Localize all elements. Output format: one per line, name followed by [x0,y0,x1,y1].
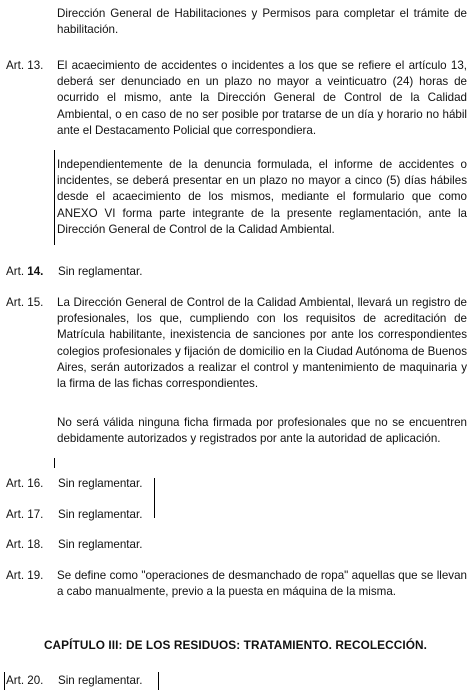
article-16-text: Sin reglamentar. [58,477,143,490]
article-14-label: Art. 14. [6,265,44,278]
article-20-label: Art. 20. [6,674,44,687]
article-19-paragraph: Se define como "operaciones de desmanchado de ropa" aquellas que se llevan a cabo manualmente, previo a la puesta en máquina de la misma. [57,569,467,599]
article-18-text: Sin reglamentar. [58,538,143,551]
margin-rule [4,672,5,690]
article-13-paragraph-1: El acaecimiento de accidentes o incidentes a los que se refiere el artículo 13, deberá ser denunciado en un plazo no mayor a veinticuatro (24) horas de ocurrido el mismo, ante la Dirección General de Control de la Calidad Ambiental, o en caso de no ser posible por tratarse de un día y horario no hábil ante el Destacamento Policial que correspondiera. [57,59,467,137]
margin-rule [158,672,159,690]
article-13-paragraph-2: Independientemente de la denuncia formulada, el informe de accidentes o incidentes, se deberá presentar en un plazo no mayor a cinco (5) días hábiles desde el acaecimiento de los mismos, mediante el formulario que como ANEXO VI forma parte integrante de la presente reglamentación, ante la Dirección General de Control de la Calidad Ambiental. [57,158,467,236]
margin-rule [54,458,55,468]
article-20-text: Sin reglamentar. [58,674,143,687]
article-15-paragraph-1: La Dirección General de Control de la Calidad Ambiental, llevará un registro de profesionales, los que, cumpliendo con los requisitos de acreditación de Matrícula habilitante, inexistencia de sanciones por ante los correspondientes colegios profesionales y fijación de domicilio en la Ciudad Autónoma de Buenos Aires, serán autorizados a realizar el control y mantenimiento de maquinaria y la firma de las fichas correspondientes. [57,296,467,391]
article-17-text: Sin reglamentar. [58,508,143,521]
article-18-label: Art. 18. [6,538,44,551]
margin-rule [54,150,55,245]
article-17-label: Art. 17. [6,508,44,521]
margin-rule [154,478,155,518]
article-19-label: Art. 19. [6,569,44,582]
article-13-label: Art. 13. [6,59,44,72]
article-14-text: Sin reglamentar. [58,265,143,278]
article-16-label: Art. 16. [6,477,44,490]
continuation-paragraph: Dirección General de Habilitaciones y Permisos para completar el trámite de habilitación. [57,7,467,37]
article-15-label: Art. 15. [6,296,44,309]
chapter-heading: CAPÍTULO III: DE LOS RESIDUOS: TRATAMIENTO. RECOLECCIÓN. [43,638,428,652]
article-15-paragraph-2: No será válida ninguna ficha firmada por profesionales que no se encuentren debidamente autorizados y registrados por ante la autoridad de aplicación. [57,416,467,446]
